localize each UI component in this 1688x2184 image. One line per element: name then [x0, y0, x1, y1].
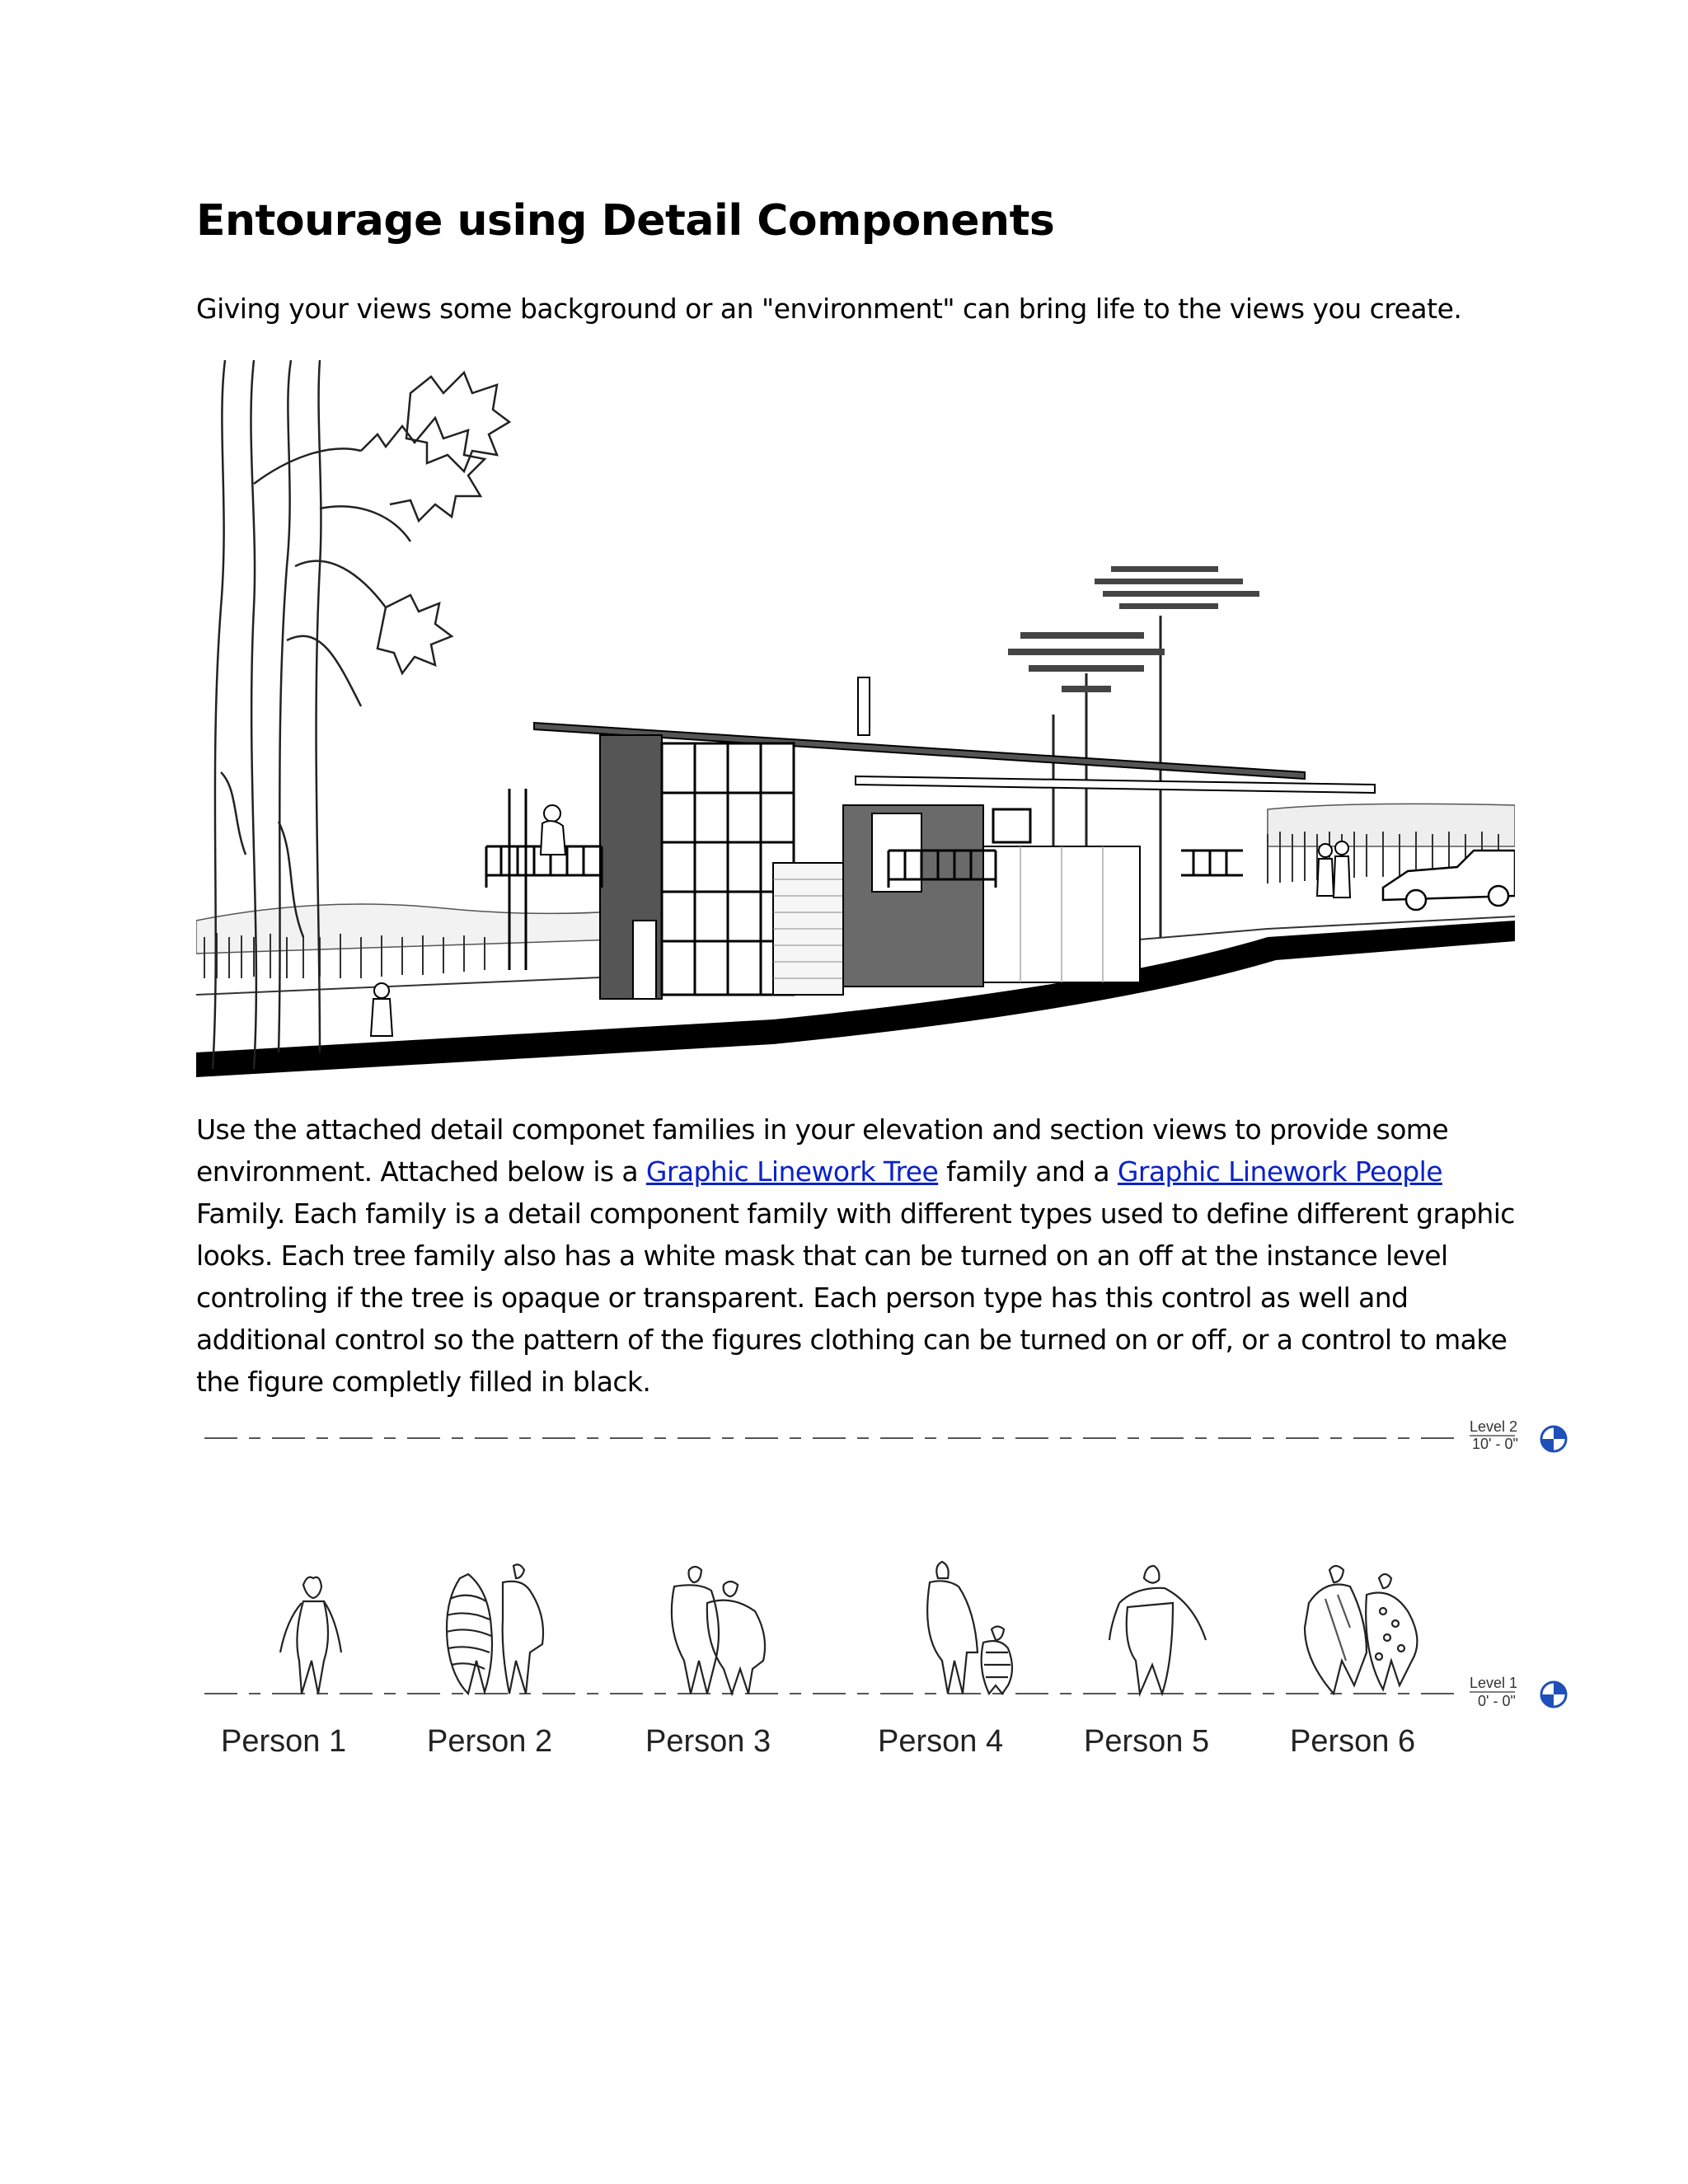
person-label-2: Person 2 [427, 1724, 553, 1759]
person-label-1: Person 1 [221, 1724, 347, 1759]
person-4-figure [927, 1562, 1012, 1694]
body-text-3: Family. Each family is a detail component family with different types used to define different graphic looks. Each tree family also has a white mask that can be turned on an off at the instance level controling if the tree is opaque or transparent. Each person type has this control as well and additional control so the pattern of the figures clothing can be turned on or off, or a control to make the figure completly filled in black. [196, 1197, 1515, 1398]
body-text-2: family and a [938, 1155, 1118, 1188]
level-2-marker-icon [1541, 1427, 1566, 1451]
person-label-5: Person 5 [1084, 1724, 1210, 1759]
elevation-drawing [196, 360, 1515, 1077]
person-3-figure [672, 1567, 765, 1694]
graphic-linework-tree-link[interactable]: Graphic Linework Tree [645, 1155, 939, 1188]
level-1-marker-icon [1541, 1682, 1566, 1707]
person-5-figure [1109, 1566, 1206, 1694]
level-2-elevation: 10' - 0" [1472, 1436, 1518, 1452]
person-label-3: Person 3 [645, 1724, 771, 1759]
people-family-illustration [196, 1413, 1581, 1793]
level-1-name: Level 1 [1470, 1675, 1518, 1691]
person-2-figure [447, 1564, 543, 1694]
level-1-elevation: 0' - 0" [1478, 1693, 1516, 1709]
elevation-illustration [196, 360, 1515, 1077]
person-label-6: Person 6 [1290, 1724, 1416, 1759]
graphic-linework-people-link[interactable]: Graphic Linework People [1117, 1155, 1442, 1188]
person-6-figure [1305, 1566, 1417, 1694]
body-text-1: Use the attached detail componet families in your elevation and section views to provide some environment. Attached below is a [196, 1113, 1449, 1188]
page-title: Entourage using Detail Components [196, 196, 1055, 246]
person-label-4: Person 4 [878, 1724, 1004, 1759]
level-2-name: Level 2 [1470, 1418, 1518, 1435]
intro-text: Giving your views some background or an "environment" can bring life to the views you create. [196, 293, 1462, 325]
people-drawing [196, 1413, 1581, 1793]
body-paragraph [196, 1108, 1531, 1403]
person-1-figure [280, 1577, 341, 1694]
